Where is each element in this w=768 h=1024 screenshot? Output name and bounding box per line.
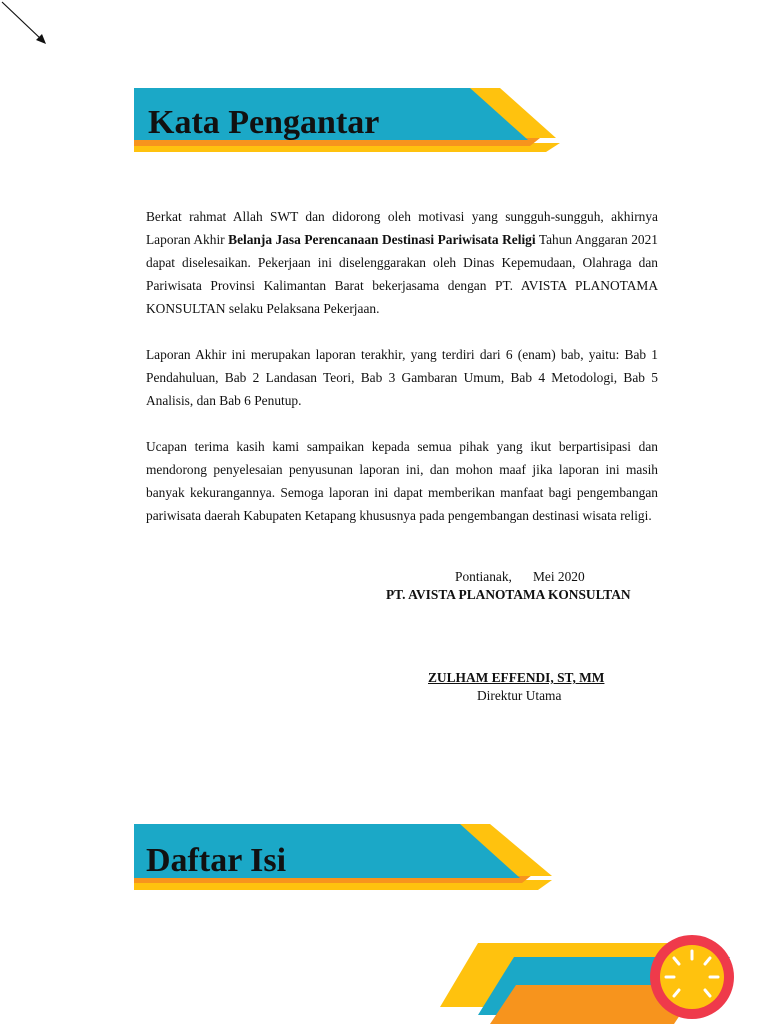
signature-place: Pontianak, xyxy=(455,569,512,584)
signatory-name: ZULHAM EFFENDI, ST, MM xyxy=(428,670,605,685)
foreword-banner-graphic xyxy=(0,80,768,170)
toc-title: Daftar Isi xyxy=(146,842,287,879)
foreword-title: Kata Pengantar xyxy=(148,104,380,141)
foreword-banner xyxy=(0,80,768,170)
toc-banner xyxy=(0,820,768,900)
footer-decoration xyxy=(430,935,768,1024)
signatory-role: Direktur Utama xyxy=(477,688,562,703)
signature-date: Mei 2020 xyxy=(533,569,585,584)
signature-company: PT. AVISTA PLANOTAMA KONSULTAN xyxy=(386,587,631,602)
sun-clock-icon xyxy=(650,935,734,1019)
toc-banner-graphic xyxy=(0,820,768,900)
corner-arrow-icon xyxy=(0,0,60,60)
foreword-paragraph-2: Laporan Akhir ini merupakan laporan terakhir, yang terdiri dari 6 (enam) bab, yaitu: Bab 1 Pendahuluan, Bab 2 Landasan Teori, Bab 3 Gambaran Umum, Bab 4 Metodologi, Bab 5 Analisis, dan Bab 6 Penutup. xyxy=(146,347,658,408)
foreword-paragraph-1-end: Tahun Anggaran 2021 dapat diselesaikan. Pekerjaan ini diselenggarakan oleh Dinas Kepemudaan, Olahraga dan Pariwisata Provinsi Kalimantan Barat bekerjasama dengan PT. AVISTA PLANOTAMA KONSULTAN selaku Pelaksana Pekerjaan. xyxy=(146,232,658,316)
foreword-paragraph-3: Ucapan terima kasih kami sampaikan kepada semua pihak yang ikut berpartisipasi dan mendorong penyelesaian penyusunan laporan ini, dan mohon maaf jika laporan ini masih banyak kekurangannya. Semoga laporan ini dapat memberikan manfaat bagi pengembangan pariwisata daerah Kabupaten Ketapang khususnya pada pengembangan destinasi wisata religi. xyxy=(146,439,658,523)
foreword-paragraph-1-start: Berkat rahmat Allah SWT dan didorong oleh motivasi yang sungguh-sungguh, akhirnya Laporan Akhir xyxy=(146,209,658,247)
report-title-bold: Belanja Jasa Perencanaan Destinasi Pariwisata Religi xyxy=(228,232,536,247)
foreword-paragraph-1 xyxy=(146,205,658,320)
